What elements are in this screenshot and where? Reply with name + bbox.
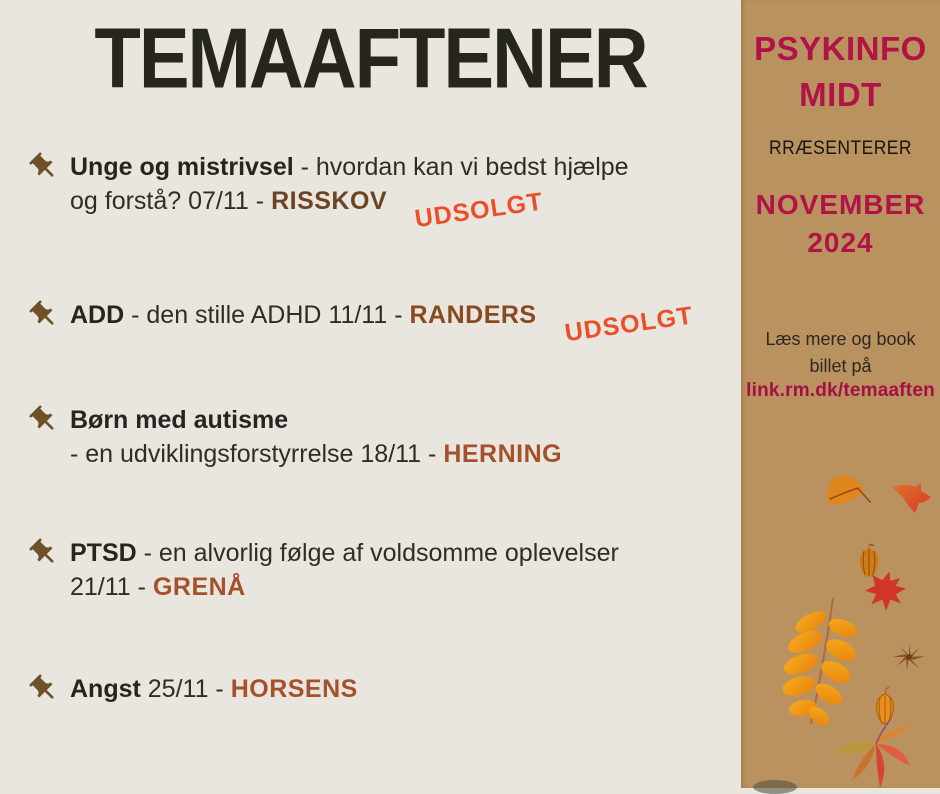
maple-leaf-image: [861, 570, 909, 614]
event-title: ADD: [70, 301, 125, 329]
event-location: RISSKOV: [271, 187, 388, 215]
event-title: Unge og mistrivsel: [70, 153, 294, 181]
event-text: - en alvorlig følge af voldsomme oplevelser: [136, 539, 619, 567]
month-year: 2024: [807, 227, 874, 258]
cta-line2: billet på: [809, 356, 872, 376]
dark-leaf-edge-image: [753, 780, 797, 794]
event-item-angst: [0, 672, 720, 706]
presents-label: RRÆSENTERER: [769, 138, 912, 159]
soldout-badge: UDSOLGT: [413, 187, 545, 234]
event-item-add: [0, 298, 720, 348]
event-line: [70, 150, 720, 184]
event-text: - en udviklingsforstyrrelse 18/11 -: [70, 440, 444, 468]
event-location: HERNING: [443, 440, 563, 468]
event-line: [70, 403, 720, 437]
pushpin-icon: [28, 673, 60, 705]
event-item-born-med-autisme: [0, 403, 720, 471]
event-item-unge-og-mistrivsel: [0, 150, 720, 234]
brand-line2: MIDT: [799, 76, 882, 113]
event-line: [70, 570, 720, 604]
month-label: [741, 186, 940, 262]
event-text: 25/11 -: [140, 675, 231, 703]
pushpin-icon: [28, 151, 60, 183]
cta-text: [741, 326, 940, 380]
event-item-ptsd: [0, 536, 720, 604]
star-anise-image: [893, 644, 925, 670]
event-line: [70, 184, 720, 234]
event-title: PTSD: [70, 539, 137, 567]
pushpin-icon: [28, 537, 60, 569]
event-text: og forstå? 07/11 -: [70, 187, 272, 215]
event-line: [70, 437, 720, 471]
small-red-leaf-image: [891, 481, 933, 515]
event-title: Børn med autisme: [70, 406, 289, 434]
event-location: GRENÅ: [152, 573, 246, 601]
sidebar: [741, 0, 940, 788]
booking-link[interactable]: link.rm.dk/temaaften: [746, 380, 935, 401]
event-text: - den stille ADHD 11/11 -: [124, 301, 410, 329]
brand-title: [741, 26, 940, 118]
brand-line1: PSYKINFO: [754, 30, 927, 67]
event-line: [70, 536, 720, 570]
cta-line1: Læs mere og book: [765, 329, 916, 349]
event-location: RANDERS: [409, 301, 537, 329]
event-line: [70, 298, 720, 348]
soldout-badge: UDSOLGT: [562, 301, 695, 348]
rowan-leaf-image: [781, 596, 863, 730]
pushpin-icon: [28, 299, 60, 331]
event-line: [70, 672, 720, 706]
event-title: Angst: [70, 675, 141, 703]
event-text: 21/11 -: [70, 573, 153, 601]
event-text: - hvordan kan vi bedst hjælpe: [293, 153, 629, 181]
oak-leaf-image: [821, 470, 871, 518]
pushpin-icon: [28, 404, 60, 436]
creeper-leaf-image: [830, 718, 916, 788]
month-name: NOVEMBER: [755, 189, 926, 220]
event-location: HORSENS: [230, 675, 358, 703]
page-title: TEMAAFTENER: [94, 11, 647, 107]
